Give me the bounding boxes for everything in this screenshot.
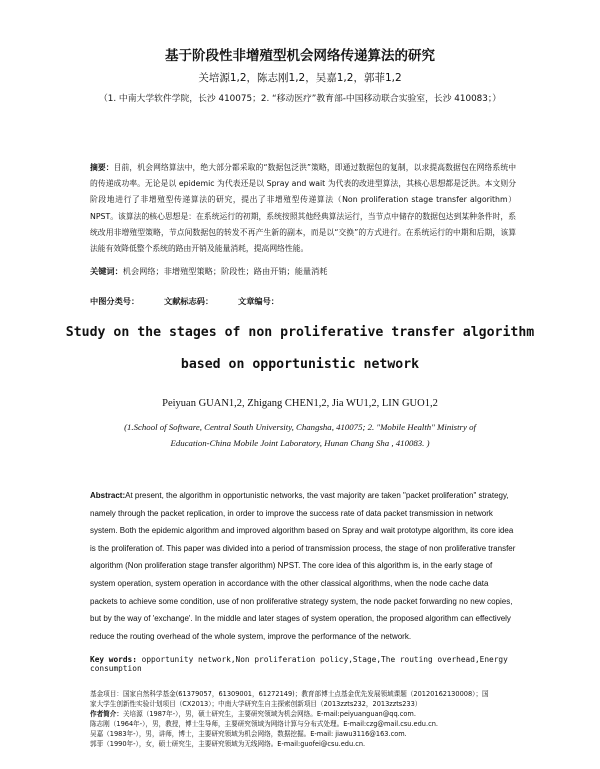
chinese-authors: 关培源1,2，陈志刚1,2，吴嘉1,2，郭菲1,2 bbox=[198, 72, 402, 84]
footnote-line: 基金项目：国家自然科学基金(61379057，61309001，61272149)；教育部博士点基金优先发展领域课题（20120162130008）；国 bbox=[90, 690, 489, 698]
chinese-abstract-label: 摘要： bbox=[90, 163, 114, 172]
chinese-abstract-text: 目前，机会网络算法中，绝大部分都采取的“数据包泛洪”策略，即通过数据包的复制，以求提高数据包在网络系统中的传递成功率。无论是以 epidemic 为代表还是以 Spray and wait 为代表的改进型算法，其核心思想都是泛洪。本文则分阶段地进行了非增殖型传递算法的研究，提出了非增殖型传递算法（Non proliferation stage transfer algorithm）NPST。该算法的核心思想是：在系统运行的初期，系统按照其他经典算法运行，当节点中储存的数据包达到某种条件时，系统改用非增殖型策略，节点间数据包的转发不再产生新的副本，而是以“交换”的方式进行。在系统运行的中期和后期，该算法能有效降低整个系统的路由开销及能量消耗，提高网络性能。 bbox=[90, 163, 517, 254]
english-abstract-text: At present, the algorithm in opportunistic networks, the vast majority are taken "packet proliferation" strategy, namely through the packet replication, in order to improve the success rate of data packet transmission in network system. Both the epidemic algorithm and improved algorithm based on Spray and wait prototype algorithm, its core idea is the proliferation of. This paper was divided into a period of transmission process, the stage of non proliferative transfer algorithm (Non proliferation stage transfer algorithm) NPST. The core idea of this algorithm is, in the early stage of system operation, system operation in accordance with the other classical algorithms, when the node cache data packets to achieve some condition, use of non proliferative strategy system, the node packet forwarding no new copies, but by the way of 'exchange'. In the middle and later stages of system operation, the proposed algorithm can effectively reduce the routing overhead of the whole system, improve the performance of the network. bbox=[90, 491, 516, 641]
class-number-label: 中图分类号： bbox=[90, 296, 140, 306]
footnote-line: 家大学生创新性实验计划项目（CX2013）；中南大学研究生自主探索创新项目（2013zzts232，2013zzts233） bbox=[90, 700, 422, 709]
english-authors: Peiyuan GUAN1,2, Zhigang CHEN1,2, Jia WU1,2, LIN GUO1,2 bbox=[162, 398, 438, 409]
chinese-keywords-label: 关键词： bbox=[90, 266, 123, 276]
footnote-line: 郭菲（1990年-），女，硕士研究生，主要研究领域为无线网络。E-mail:guofei@csu.edu.cn. bbox=[90, 740, 366, 749]
chinese-title: 基于阶段性非增殖型机会网络传递算法的研究 bbox=[165, 48, 435, 64]
english-keywords-label: Key words: bbox=[90, 655, 137, 664]
document-code-label: 文献标志码： bbox=[164, 296, 214, 306]
english-title-line-2: based on opportunistic network bbox=[180, 357, 420, 372]
chinese-keywords-text: 机会网络；非增殖型策略；阶段性；路由开销；能量消耗 bbox=[122, 266, 328, 276]
footnote-line: 陈志刚（1964年-），男，教授，博士生导师，主要研究领域为网络计算与分布式处理。E-mail:czg@mail.csu.edu.cn. bbox=[90, 720, 438, 729]
english-keywords-text: opportunity network,Non proliferation policy,Stage,The routing overhead,Energy consumption bbox=[90, 655, 508, 673]
chinese-affiliation: （1. 中南大学软件学院，长沙 410075；2. “移动医疗”教育部-中国移动联合实验室，长沙 410083；） bbox=[98, 94, 502, 104]
footnote-line: 作者简介：关培源（1987年-），男，硕士研究生，主要研究领域为机会网络。E-mail:peiyuanguan@qq.com. bbox=[90, 710, 416, 719]
article-number-label: 文章编号： bbox=[238, 296, 279, 306]
footnotes bbox=[90, 689, 520, 750]
classification-line bbox=[90, 296, 301, 307]
chinese-keywords bbox=[90, 266, 520, 277]
footnote-line: 吴嘉（1983年-），男，讲师，博士，主要研究领域为机会网络，数据挖掘。E-mail: jiawu3116@163.com. bbox=[90, 730, 407, 739]
english-abstract bbox=[90, 487, 516, 645]
english-title-line-1: Study on the stages of non proliferative transfer algorithm bbox=[65, 325, 535, 340]
english-affiliation: (1.School of Software, Central South University, Changsha, 410075; 2. "Mobile Health" Ministry of Education-China Mobile Joint Laboratory, Hunan Chang Sha , 410083. ) bbox=[124, 422, 476, 448]
english-abstract-label: Abstract: bbox=[90, 491, 126, 500]
english-keywords bbox=[90, 655, 520, 673]
chinese-abstract bbox=[90, 160, 516, 257]
